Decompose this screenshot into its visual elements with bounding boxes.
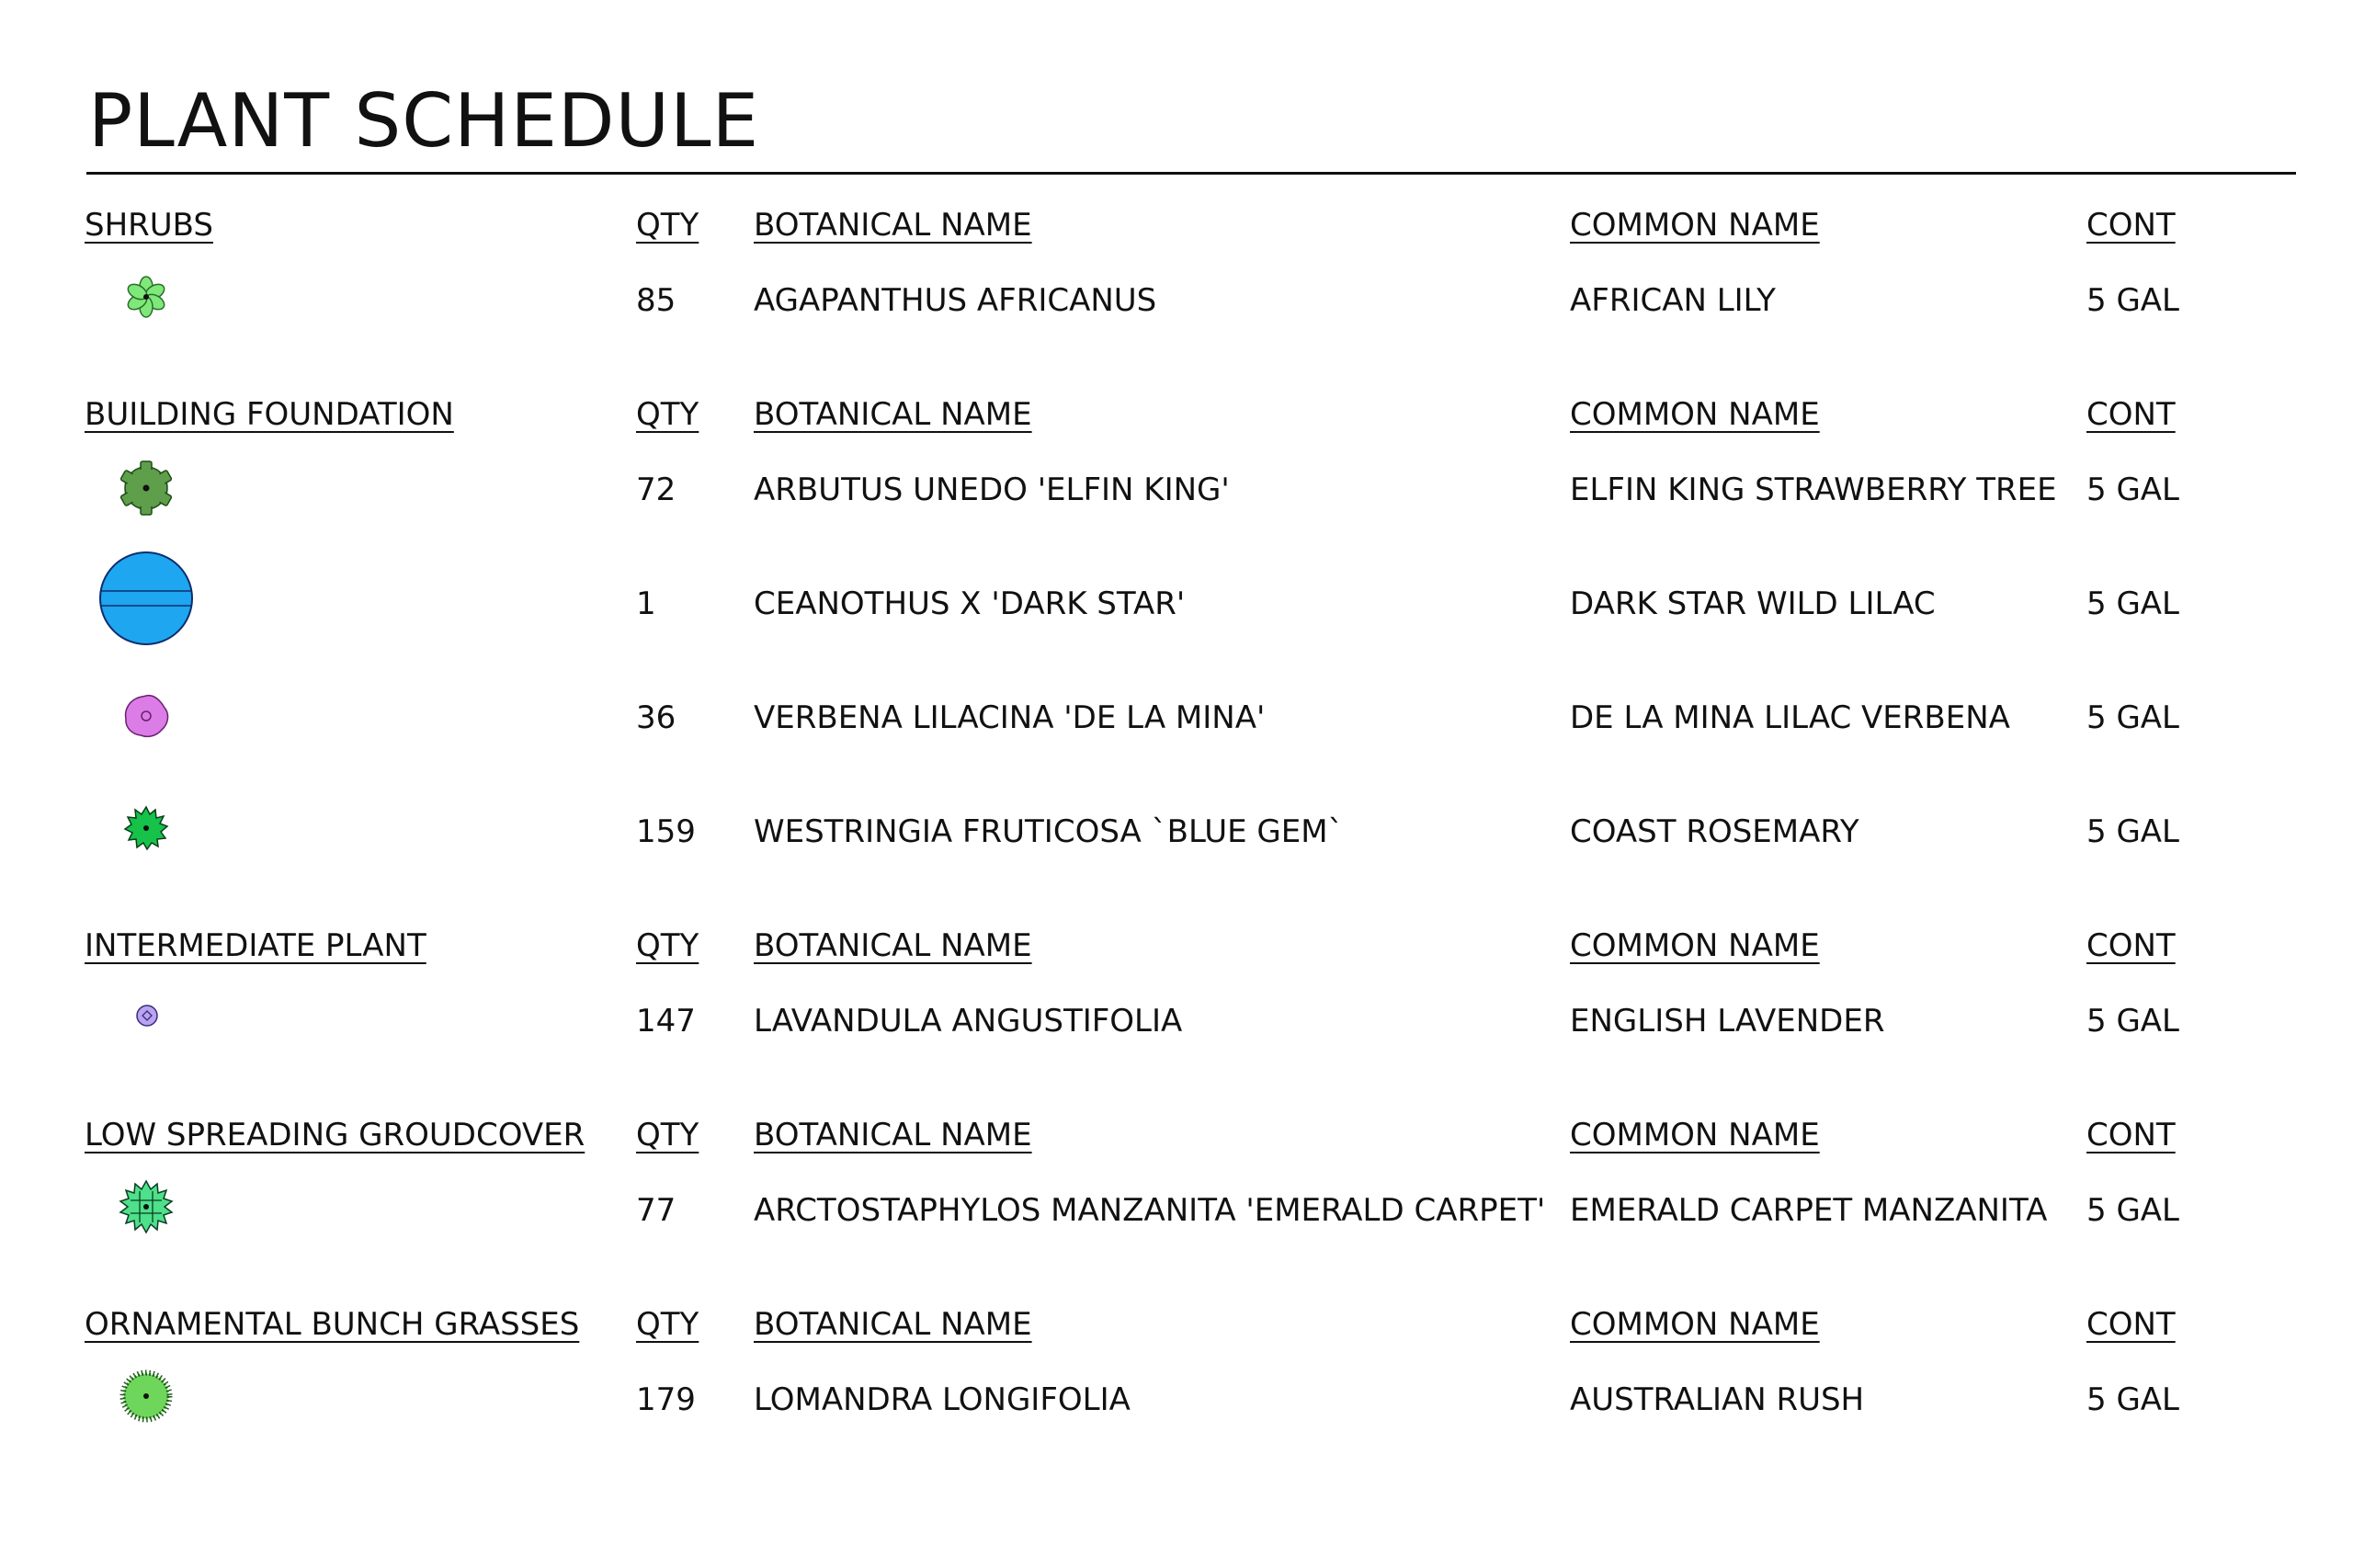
green-grid-spiky-icon bbox=[118, 1178, 175, 1235]
common-name-header: COMMON NAME bbox=[1570, 396, 1820, 433]
plant-botanical-name: ARCTOSTAPHYLOS MANZANITA 'EMERALD CARPET' bbox=[754, 1192, 1546, 1229]
category-label: ORNAMENTAL BUNCH GRASSES bbox=[85, 1306, 580, 1343]
container-header: CONT bbox=[2086, 207, 2176, 244]
plant-container: 5 GAL bbox=[2086, 813, 2179, 850]
plant-container: 5 GAL bbox=[2086, 472, 2179, 508]
botanical-name-header: BOTANICAL NAME bbox=[754, 396, 1032, 433]
blue-circle-icon bbox=[97, 550, 195, 647]
category-label: INTERMEDIATE PLANT bbox=[85, 927, 426, 964]
green-spiky-icon bbox=[123, 805, 169, 851]
section-header-ornamental-bunch-grasses bbox=[0, 1306, 2353, 1364]
plant-common-name: ELFIN KING STRAWBERRY TREE bbox=[1570, 472, 2057, 508]
container-header: CONT bbox=[2086, 1306, 2176, 1343]
plant-botanical-name: ARBUTUS UNEDO 'ELFIN KING' bbox=[754, 472, 1230, 508]
category-label: BUILDING FOUNDATION bbox=[85, 396, 454, 433]
section-header-intermediate-plant bbox=[0, 927, 2353, 985]
plant-qty: 85 bbox=[636, 282, 676, 319]
plant-botanical-name: WESTRINGIA FRUTICOSA `BLUE GEM` bbox=[754, 813, 1344, 850]
plant-container: 5 GAL bbox=[2086, 1381, 2179, 1418]
qty-header: QTY bbox=[636, 1117, 699, 1153]
plant-row bbox=[0, 813, 2353, 871]
common-name-header: COMMON NAME bbox=[1570, 207, 1820, 244]
plant-row bbox=[0, 1003, 2353, 1061]
container-header: CONT bbox=[2086, 927, 2176, 964]
plant-qty: 1 bbox=[636, 585, 656, 622]
common-name-header: COMMON NAME bbox=[1570, 927, 1820, 964]
container-header: CONT bbox=[2086, 396, 2176, 433]
green-flower-icon bbox=[123, 274, 169, 320]
plant-qty: 72 bbox=[636, 472, 676, 508]
plant-row bbox=[0, 1381, 2353, 1439]
pink-blob-icon bbox=[121, 691, 171, 741]
qty-header: QTY bbox=[636, 396, 699, 433]
lavender-dot-icon bbox=[134, 1003, 160, 1028]
page-title: PLANT SCHEDULE bbox=[88, 78, 760, 164]
botanical-name-header: BOTANICAL NAME bbox=[754, 1117, 1032, 1153]
plant-botanical-name: VERBENA LILACINA 'DE LA MINA' bbox=[754, 699, 1266, 736]
plant-botanical-name: LOMANDRA LONGIFOLIA bbox=[754, 1381, 1131, 1418]
plant-container: 5 GAL bbox=[2086, 282, 2179, 319]
plant-qty: 36 bbox=[636, 699, 676, 736]
container-header: CONT bbox=[2086, 1117, 2176, 1153]
section-header-low-spreading-groundcover bbox=[0, 1119, 2353, 1175]
green-grass-tuft-icon bbox=[118, 1368, 175, 1425]
plant-qty: 147 bbox=[636, 1003, 696, 1040]
common-name-header: COMMON NAME bbox=[1570, 1117, 1820, 1153]
plant-qty: 159 bbox=[636, 813, 696, 850]
category-label: LOW SPREADING GROUDCOVER bbox=[85, 1117, 585, 1153]
botanical-name-header: BOTANICAL NAME bbox=[754, 927, 1032, 964]
section-header-building-foundation bbox=[0, 396, 2353, 454]
common-name-header: COMMON NAME bbox=[1570, 1306, 1820, 1343]
plant-container: 5 GAL bbox=[2086, 585, 2179, 622]
qty-header: QTY bbox=[636, 927, 699, 964]
plant-row bbox=[0, 1192, 2353, 1250]
plant-botanical-name: LAVANDULA ANGUSTIFOLIA bbox=[754, 1003, 1183, 1040]
plant-common-name: AUSTRALIAN RUSH bbox=[1570, 1381, 1865, 1418]
plant-container: 5 GAL bbox=[2086, 699, 2179, 736]
plant-container: 5 GAL bbox=[2086, 1003, 2179, 1040]
qty-header: QTY bbox=[636, 207, 699, 244]
plant-botanical-name: AGAPANTHUS AFRICANUS bbox=[754, 282, 1157, 319]
plant-common-name: DE LA MINA LILAC VERBENA bbox=[1570, 699, 2010, 736]
plant-common-name: COAST ROSEMARY bbox=[1570, 813, 1859, 850]
plant-row bbox=[0, 282, 2353, 340]
plant-common-name: EMERALD CARPET MANZANITA bbox=[1570, 1192, 2048, 1229]
plant-qty: 179 bbox=[636, 1381, 696, 1418]
plant-common-name: DARK STAR WILD LILAC bbox=[1570, 585, 1936, 622]
plant-container: 5 GAL bbox=[2086, 1192, 2179, 1229]
plant-common-name: AFRICAN LILY bbox=[1570, 282, 1776, 319]
section-header-shrubs bbox=[0, 207, 2353, 265]
plant-row bbox=[0, 474, 2353, 529]
plant-common-name: ENGLISH LAVENDER bbox=[1570, 1003, 1885, 1040]
plant-qty: 77 bbox=[636, 1192, 676, 1229]
plant-botanical-name: CEANOTHUS X 'DARK STAR' bbox=[754, 585, 1186, 622]
title-divider bbox=[86, 172, 2296, 175]
plant-row bbox=[0, 699, 2353, 757]
qty-header: QTY bbox=[636, 1306, 699, 1343]
dark-green-cog-icon bbox=[118, 460, 175, 517]
plant-row bbox=[0, 585, 2353, 643]
category-label: SHRUBS bbox=[85, 207, 213, 244]
botanical-name-header: BOTANICAL NAME bbox=[754, 207, 1032, 244]
botanical-name-header: BOTANICAL NAME bbox=[754, 1306, 1032, 1343]
